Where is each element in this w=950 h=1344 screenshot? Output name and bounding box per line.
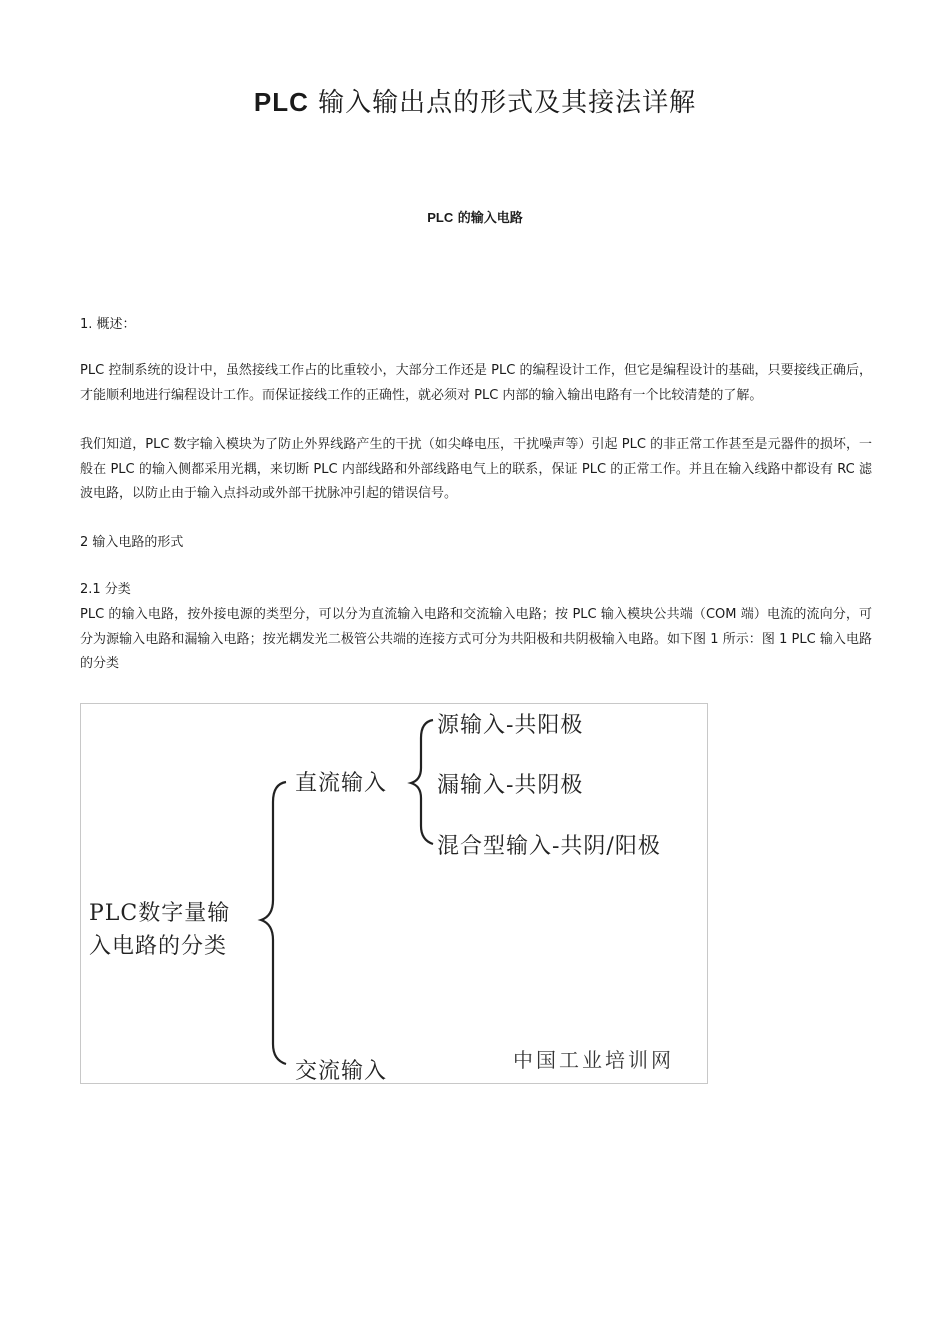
dc-brace [411,720,433,844]
diagram-sink-input: 漏输入-共阴极 [437,773,584,798]
overview-paragraph-1: PLC 控制系统的设计中，虽然接线工作占的比重较小，大部分工作还是 PLC 的编程设计工作，但它是编程设计的基础，只要接线正确后，才能顺利地进行编程设计工作。而保证接线工作的正确性，就必须对 PLC 内部的输入输出电路有一个比较清楚的了解。 [80,363,872,403]
overview-paragraph-2: 我们知道，PLC 数字输入模块为了防止外界线路产生的干扰（如尖峰电压，干扰噪声等）引起 PLC 的非正常工作甚至是元器件的损坏，一般在 PLC 的输入侧都采用光耦，来切断 PLC 内部线路和外部线路电气上的联系，保证 PLC 的正常工作。并且在输入线路中都设有 RC 滤波电路，以防止由于输入点抖动或外部干扰脉冲引起的错误信号。 [80,437,872,501]
page-title [0,82,950,119]
title-prefix: PLC [253,87,309,117]
subtitle-prefix: PLC [427,210,454,225]
overview-heading: 1. 概述： [80,317,136,332]
input-forms-heading: 2 输入电路的形式 [80,535,184,550]
classification-diagram [80,703,708,1084]
title-text: 输入输出点的形式及其接法详解 [318,88,697,118]
diagram-brackets [81,704,708,1084]
diagram-source-input: 源输入-共阳极 [437,713,584,738]
diagram-root-line-2: 入电路的分类 [89,934,228,959]
diagram-mixed-input: 混合型输入-共阴/阳极 [437,834,661,859]
main-brace [261,782,286,1064]
subtitle-text: 的输入电路 [457,211,523,226]
diagram-ac-input: 交流输入 [295,1059,388,1084]
classification-paragraph: PLC 的输入电路，按外接电源的类型分，可以分为直流输入电路和交流输入电路；按 PLC 输入模块公共端（COM 端）电流的流向分，可分为源输入电路和漏输入电路；按光耦发光二极管公共端的连接方式可分为共阳极和共阴极输入电路。如下图 1 所示：图 1 PLC 输入电路的分类 [80,607,872,671]
diagram-root-line-1: PLC数字量输 [89,901,231,926]
classification-heading: 2.1 分类 [80,582,131,597]
diagram-dc-input: 直流输入 [295,771,388,796]
diagram-watermark: 中国工业培训网 [513,1048,674,1072]
section-subtitle [0,207,950,226]
